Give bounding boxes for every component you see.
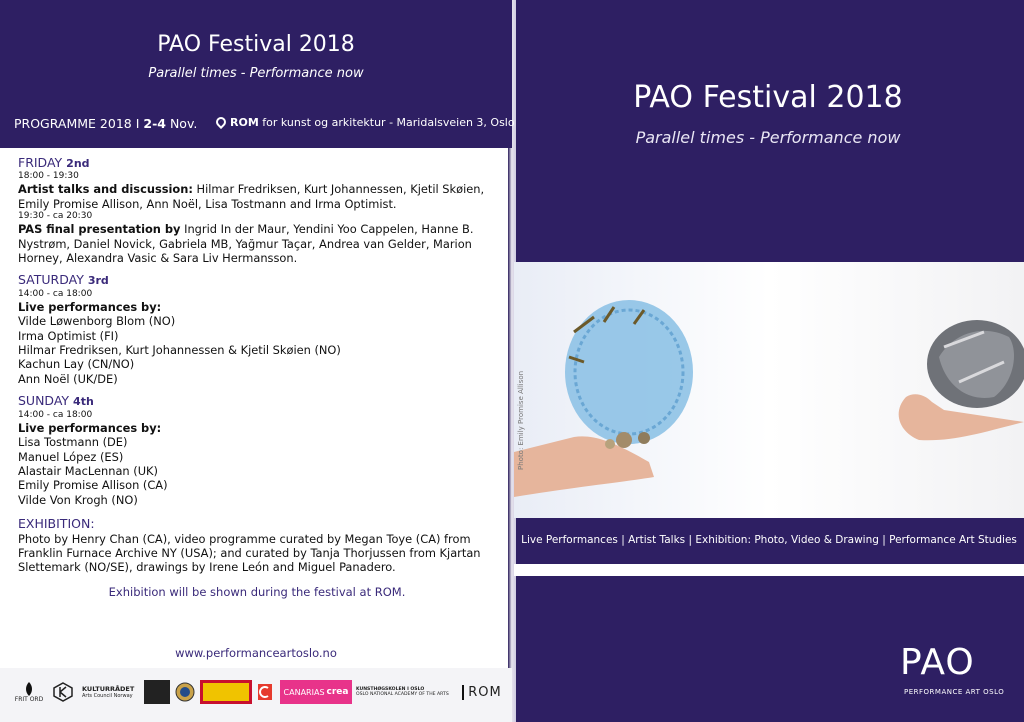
artist-item: Ann Noël (UK/DE) <box>18 371 118 386</box>
artist-item: Vilde Løwenborg Blom (NO) <box>18 314 176 329</box>
pao-logo: PAO <box>900 642 975 683</box>
programme-header <box>0 0 515 148</box>
day-heading: FRIDAY 2nd <box>18 155 90 170</box>
rom-logo: ROM <box>460 680 504 704</box>
friday-block <box>18 156 496 265</box>
programme-subtitle: Parallel times - Performance now <box>148 66 364 81</box>
c-logo <box>258 680 272 704</box>
khio-logo: KUNSTHØGSKOLEN I OSLO OSLO NATIONAL ACADEMY OF THE ARTS <box>356 687 449 697</box>
exhibition-note: Exhibition will be shown during the festival at ROM. <box>108 584 406 599</box>
seal-icon <box>175 682 195 702</box>
hands-holding-objects-image <box>514 262 1024 518</box>
time-slot: 14:00 - ca 18:00 <box>18 288 93 299</box>
cover-title: PAO Festival 2018 <box>633 80 903 115</box>
pao-logo-subtitle: PERFORMANCE ART OSLO <box>904 688 1005 696</box>
time-slot: 18:00 - 19:30 <box>18 171 79 182</box>
frit-ord-logo: FRIT ORD <box>14 680 44 704</box>
exhibition-heading: EXHIBITION: <box>18 516 95 532</box>
photo-credit: Photo: Emily Promise Allison <box>517 370 525 470</box>
time-slot: 19:30 - ca 20:30 <box>18 211 93 222</box>
spain-logo <box>200 680 252 704</box>
kulturradet-logo: KULTURRÅDET Arts Council Norway <box>82 685 135 699</box>
sunday-block <box>18 394 496 507</box>
day-heading: SATURDAY 3rd <box>18 272 109 288</box>
cover-photo <box>514 262 1024 518</box>
event-description: Artist talks and discussion: Hilmar Fredriksen, Kurt Johannessen, Kjetil Skøien, Emily Promise Allison, Ann Noël, Lisa Tostmann and Irma Optimist. <box>18 182 485 211</box>
saturday-block <box>18 273 496 386</box>
artist-item: Kachun Lay (CN/NO) <box>18 357 135 372</box>
day-heading: SUNDAY 4th <box>18 393 94 409</box>
white-stripe <box>514 564 1024 576</box>
artist-item: Vilde Von Krogh (NO) <box>18 492 138 507</box>
sponsor-logo-black <box>144 680 170 704</box>
venue: ROM for kunst og arkitektur - Maridalsveien 3, Oslo <box>216 116 515 129</box>
event-description: PAS final presentation by Ingrid In der Maur, Yendini Yoo Cappelen, Hanne B. Nystrøm, Daniel Novick, Gabriela MB, Yağmur Taçar, Andrea van Gelder, Marion Horney, Alexandra Vasic & Sara Liv Hermansson. <box>18 222 474 266</box>
programme-body <box>18 156 496 599</box>
categories-bar: Live Performances | Artist Talks | Exhibition: Photo, Video & Drawing | Performance Art Studies <box>521 534 1017 546</box>
artist-item: Manuel López (ES) <box>18 449 124 464</box>
location-pin-icon <box>214 115 228 129</box>
k-logo <box>52 680 74 704</box>
programme-title: PAO Festival 2018 <box>157 32 355 57</box>
oslo-seal-logo <box>174 680 196 704</box>
time-slot: 14:00 - ca 18:00 <box>18 409 93 420</box>
programme-dates: PROGRAMME 2018 I 2-4 Nov. <box>14 116 198 131</box>
hexagon-logo-icon <box>53 682 73 702</box>
artist-item: Irma Optimist (FI) <box>18 328 119 343</box>
event-title: Live performances by: <box>18 420 162 435</box>
exhibition-text: Photo by Henry Chan (CA), video programme curated by Megan Toye (CA) from Franklin Furnace Archive NY (USA); and curated by Tanja Thorjussen from Kjartan Slettemark (NO/SE), drawings by Irene León and Miguel Panadero. <box>18 531 481 575</box>
feather-icon <box>24 682 34 696</box>
canarias-crea-logo: CANARIAS crea <box>280 680 352 704</box>
artist-item: Emily Promise Allison (CA) <box>18 478 168 493</box>
event-title: Live performances by: <box>18 299 162 314</box>
artist-item: Alastair MacLennan (UK) <box>18 463 158 478</box>
artist-item: Hilmar Fredriksen, Kurt Johannessen & Kjetil Skøien (NO) <box>18 343 341 358</box>
artist-item: Lisa Tostmann (DE) <box>18 435 128 450</box>
website-link[interactable]: www.performanceartoslo.no <box>175 646 337 660</box>
c-mark-icon <box>258 684 272 700</box>
cover-subtitle: Parallel times - Performance now <box>635 128 901 147</box>
exhibition-block <box>18 517 496 599</box>
